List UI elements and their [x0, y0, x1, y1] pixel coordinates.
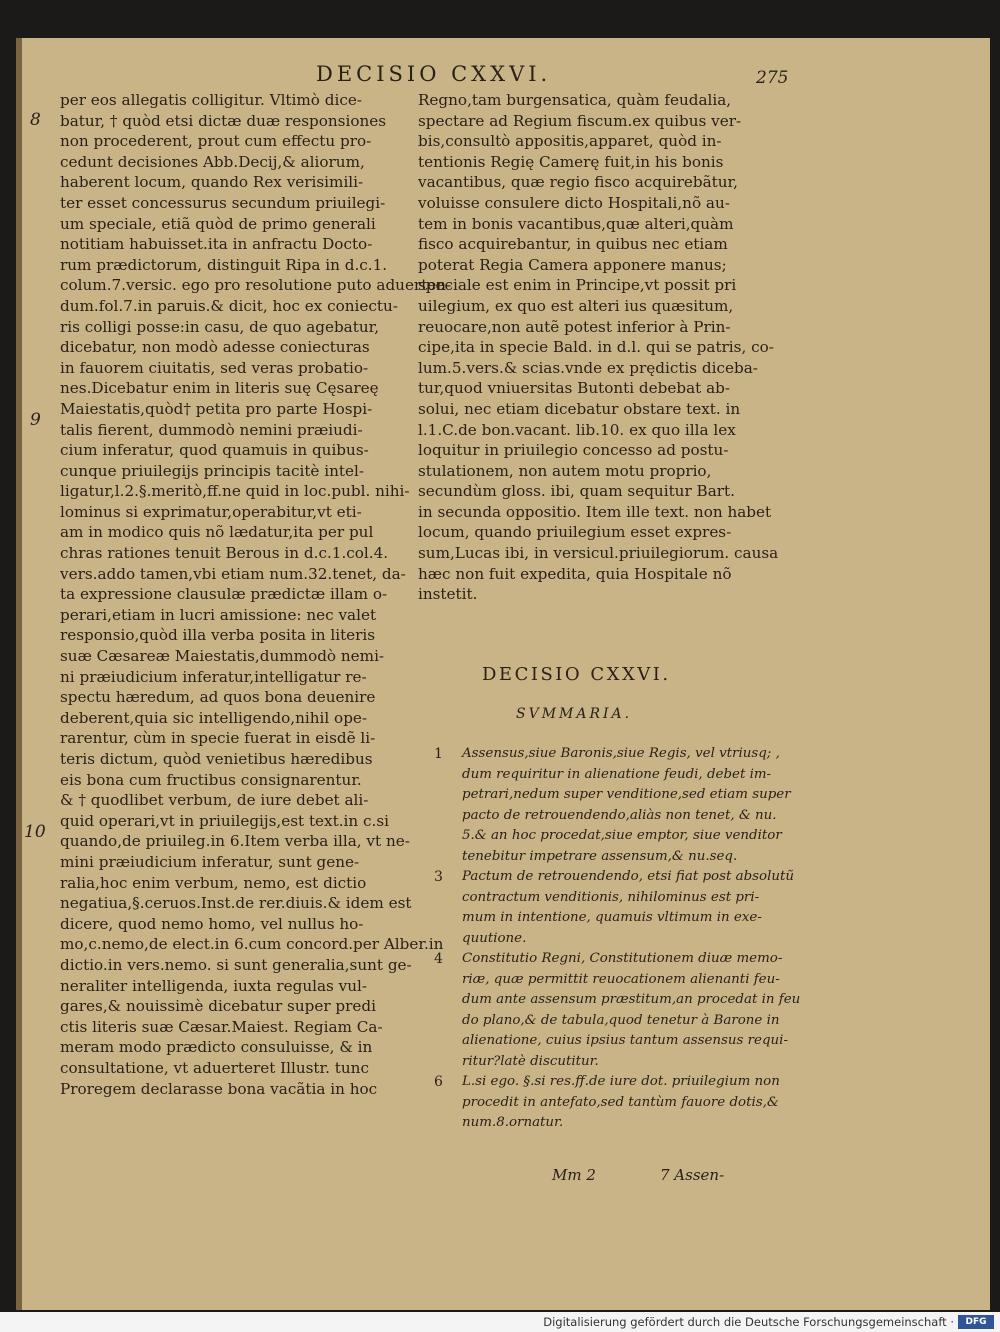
- text-line: locum, quando priuilegium esset expres-: [418, 523, 732, 542]
- text-line: um speciale, etiã quòd de primo generali: [60, 214, 376, 233]
- text-line: voluisse consulere dicto Hospitali,nõ au-: [418, 193, 730, 212]
- text-line: ralia,hoc enim verbum, nemo, est dictio: [60, 873, 367, 892]
- text-line: reuocare,non autẽ potest inferior à Prin-: [418, 317, 731, 336]
- dfg-logo: DFG: [958, 1315, 994, 1329]
- signature-mark: Mm 2: [552, 1166, 596, 1184]
- summaria-line: riæ, quæ permittit reuocationem alienanti feu-: [462, 971, 780, 987]
- summaria-line: Constitutio Regni, Constitutionem diuæ memo-: [462, 951, 783, 966]
- text-line: tem in bonis vacantibus,quæ alteri,quàm: [418, 214, 734, 233]
- text-line: talis fierent, dummodò nemini præiudi-: [60, 420, 363, 439]
- margin-number-9: 9: [30, 410, 41, 430]
- summaria-item-number: 6: [434, 1074, 443, 1090]
- text-line: tentionis Regię Camerę fuit,in his bonis: [418, 152, 724, 171]
- text-line: cedunt decisiones Abb.Decij,& aliorum,: [60, 152, 365, 171]
- summaria-list: [434, 744, 801, 1134]
- text-line: rarentur, cùm in specie fuerat in eisdẽ li-: [60, 729, 376, 748]
- summaria-item-number: 4: [434, 951, 443, 967]
- text-line: poterat Regia Camera apponere manus;: [418, 255, 727, 274]
- text-line: ris colligi posse:in casu, de quo agebatur,: [60, 317, 380, 336]
- text-line: negatiua,§.ceruos.Inst.de rer.diuis.& idem est: [60, 894, 412, 913]
- book-page: [16, 38, 990, 1310]
- summaria-line: num.8.ornatur.: [462, 1115, 564, 1130]
- text-line: cunque priuilegijs principis tacitè intel-: [60, 461, 364, 480]
- summaria-item-number: 1: [434, 746, 443, 762]
- text-line: batur, † quòd etsi dictæ duæ responsiones: [60, 111, 387, 130]
- summaria-line: ritur?latè discutitur.: [462, 1053, 599, 1069]
- text-line: nes.Dicebatur enim in literis suę Cęsareę: [60, 379, 379, 398]
- summaria-line: tenebitur impetrare assensum,& nu.seq.: [462, 848, 738, 864]
- text-line: eis bona cum fructibus consignarentur.: [60, 770, 362, 789]
- text-line: Maiestatis,quòd† petita pro parte Hospi-: [60, 399, 373, 418]
- text-line: tur,quod vniuersitas Butonti debebat ab-: [418, 379, 730, 398]
- page-gutter: [16, 38, 22, 1310]
- summaria-item-number: 3: [434, 869, 443, 885]
- summaria-line: pacto de retrouendendo,aliàs non tenet, & nu.: [462, 807, 777, 823]
- text-line: in secunda oppositio. Item ille text. non habet: [418, 502, 772, 521]
- text-line: spectu hæredum, ad quos bona deuenire: [60, 688, 376, 707]
- right-column: [418, 90, 788, 605]
- summaria-line: do plano,& de tabula,quod tenetur à Barone in: [462, 1012, 780, 1028]
- text-line: perari,etiam in lucri amissione: nec valet: [60, 605, 377, 624]
- text-line: dicere, quod nemo homo, vel nullus ho-: [60, 914, 364, 933]
- summaria-title: SVMMARIA.: [516, 706, 633, 722]
- catchword: 7 Assen-: [660, 1166, 725, 1184]
- text-line: neraliter intelligenda, iuxta regulas vul-: [60, 976, 368, 995]
- text-line: ta expressione clausulæ prædictæ illam o-: [60, 585, 388, 604]
- summaria-line: alienatione, cuius ipsius tantum assensus requi-: [462, 1033, 788, 1048]
- summaria-item: [434, 1072, 794, 1134]
- text-line: meram modo prædicto consuluisse, & in: [60, 1038, 373, 1057]
- text-line: suæ Cæsareæ Maiestatis,dummodò nemi-: [60, 647, 385, 666]
- text-line: mo,c.nemo,de elect.in 6.cum concord.per Alber.in: [60, 935, 444, 954]
- summaria-item: [434, 744, 794, 867]
- summaria-line: Assensus,siue Baronis,siue Regis, vel vtriusq; ,: [462, 746, 780, 761]
- summaria-line: contractum venditionis, nihilominus est pri-: [462, 889, 760, 905]
- summaria-line: quutione.: [462, 930, 527, 946]
- text-line: haberent locum, quando Rex verisimili-: [60, 173, 364, 192]
- margin-number-8: 8: [30, 110, 41, 130]
- text-line: vers.addo tamen,vbi etiam num.32.tenet, da-: [60, 564, 406, 583]
- text-line: ni præiudicium inferatur,intelligatur re-: [60, 667, 367, 686]
- text-line: vacantibus, quæ regio fisco acquirebãtur,: [418, 173, 738, 192]
- text-line: mini præiudicium inferatur, sunt gene-: [60, 852, 360, 871]
- text-line: hæc non fuit expedita, quia Hospitale nõ: [418, 564, 732, 583]
- summaria-line: L.si ego. §.si res.ff.de iure dot. priuilegium non: [462, 1074, 780, 1089]
- summaria-line: Pactum de retrouendendo, etsi fiat post absolutũ: [462, 869, 795, 884]
- text-line: cipe,ita in specie Bald. in d.l. qui se patris, co-: [418, 338, 774, 357]
- text-line: solui, nec etiam dicebatur obstare text. in: [418, 399, 741, 418]
- summaria-line: procedit in antefato,sed tantùm fauore dotis,&: [462, 1094, 779, 1110]
- text-line: fisco acquirebantur, in quibus nec etiam: [418, 235, 728, 254]
- margin-number-10: 10: [24, 822, 46, 842]
- text-line: quid operari,vt in priuilegijs,est text.in c.si: [60, 811, 389, 830]
- summaria-item: [434, 867, 794, 949]
- text-line: responsio,quòd illa verba posita in literis: [60, 626, 376, 645]
- text-line: colum.7.versic. ego pro resolutione puto aduerten-: [60, 276, 452, 295]
- summaria-item: [434, 949, 801, 1072]
- text-line: dicebatur, non modò adesse coniecturas: [60, 338, 370, 357]
- page-number: 275: [756, 68, 789, 88]
- text-line: lum.5.vers.& scias.vnde ex prędictis diceba-: [418, 358, 758, 377]
- text-line: in fauorem ciuitatis, sed veras probatio-: [60, 358, 369, 377]
- text-line: bis,consultò appositis,apparet, quòd in-: [418, 132, 722, 151]
- text-line: sum,Lucas ibi, in versicul.priuilegiorum. causa: [418, 544, 779, 563]
- text-line: loquitur in priuilegio concesso ad postu-: [418, 441, 729, 460]
- summaria-line: dum requiritur in alienatione feudi, debet im-: [462, 766, 772, 782]
- text-line: speciale est enim in Principe,vt possit pri: [418, 276, 737, 295]
- text-line: ligatur,l.2.§.meritò,ff.ne quid in loc.publ. nihi-: [60, 482, 410, 501]
- text-line: quando,de priuileg.in 6.Item verba illa, vt ne-: [60, 832, 410, 851]
- text-line: ter esset concessurus secundum priuilegi-: [60, 193, 386, 212]
- text-line: l.1.C.de bon.vacant. lib.10. ex quo illa lex: [418, 420, 736, 439]
- text-line: cium inferatur, quod quamuis in quibus-: [60, 441, 369, 460]
- text-line: rum prædictorum, distinguit Ripa in d.c.1.: [60, 255, 388, 274]
- text-line: uilegium, ex quo est alteri ius quæsitum,: [418, 296, 734, 315]
- running-title: DECISIO CXXVI.: [316, 62, 552, 86]
- text-line: & † quodlibet verbum, de iure debet ali-: [60, 791, 369, 810]
- text-line: teris dictum, quòd venietibus hæredibus: [60, 750, 373, 768]
- text-line: notitiam habuisset.ita in anfractu Docto-: [60, 235, 373, 254]
- text-line: lominus si exprimatur,operabitur,vt eti-: [60, 502, 362, 521]
- text-line: Regno,tam burgensatica, quàm feudalia,: [418, 91, 732, 109]
- footer-bar: [0, 1312, 1000, 1332]
- text-line: gares,& nouissimè dicebatur super predi: [60, 997, 376, 1016]
- text-line: consultatione, vt aduerteret Illustr. tunc: [60, 1058, 369, 1077]
- text-line: dictio.in vers.nemo. si sunt generalia,sunt ge-: [60, 955, 412, 974]
- text-line: dum.fol.7.in paruis.& dicit, hoc ex coniectu-: [60, 296, 398, 315]
- summaria-line: 5.& an hoc procedat,siue emptor, siue venditor: [462, 828, 782, 843]
- decision-title: DECISIO CXXVI.: [482, 664, 671, 685]
- text-line: non procederent, prout cum effectu pro-: [60, 132, 372, 151]
- text-line: ctis literis suæ Cæsar.Maiest. Regiam Ca-: [60, 1017, 383, 1036]
- text-line: Proregem declarasse bona vacãtia in hoc: [60, 1079, 378, 1098]
- summaria-line: petrari,nedum super venditione,sed etiam super: [462, 787, 791, 802]
- text-line: spectare ad Regium fiscum.ex quibus ver-: [418, 111, 742, 130]
- footer-credit: Digitalisierung gefördert durch die Deutsche Forschungsgemeinschaft ·: [543, 1315, 954, 1329]
- text-line: instetit.: [418, 585, 478, 604]
- text-line: chras rationes tenuit Berous in d.c.1.col.4.: [60, 544, 389, 563]
- text-line: deberent,quia sic intelligendo,nihil ope-: [60, 708, 368, 727]
- text-line: am in modico quis nõ lædatur,ita per pul: [60, 523, 374, 542]
- summaria-line: mum in intentione, quamuis vltimum in exe-: [462, 910, 762, 925]
- text-line: stulationem, non autem motu proprio,: [418, 461, 712, 480]
- text-line: secundùm gloss. ibi, quam sequitur Bart.: [418, 482, 735, 501]
- summaria-line: dum ante assensum præstitum,an procedat in feu: [462, 992, 801, 1007]
- text-line: per eos allegatis colligitur. Vltimò dice-: [60, 91, 362, 109]
